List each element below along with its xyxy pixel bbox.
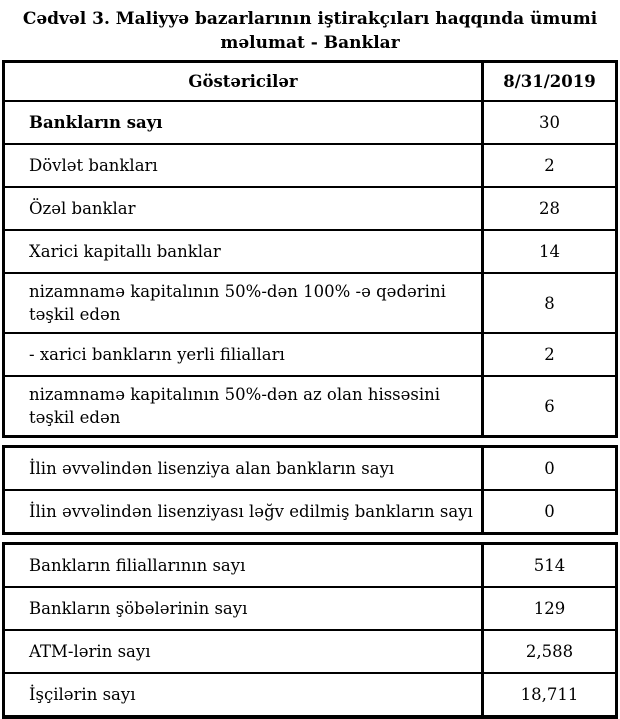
table-row xyxy=(5,448,615,489)
row-label: ATM-lərin sayı xyxy=(29,642,151,661)
table-row xyxy=(5,489,615,532)
table-row xyxy=(5,629,615,672)
table-title xyxy=(0,0,620,55)
row-value: 8 xyxy=(481,274,615,332)
row-value: 2 xyxy=(481,145,615,186)
row-label: Bankların şöbələrinin sayı xyxy=(29,599,248,618)
row-label: nizamnamə kapitalının 50%-dən 100% -ə qədərini təşkil edən xyxy=(29,282,446,324)
row-label: Bankların sayı xyxy=(29,113,163,132)
table-row xyxy=(5,375,615,435)
row-value: 30 xyxy=(481,102,615,143)
table-section-banks-structure xyxy=(2,60,618,438)
table-section-infrastructure xyxy=(2,542,618,719)
row-label: İşçilərin sayı xyxy=(29,685,136,704)
row-value: 6 xyxy=(481,377,615,435)
row-label: - xarici bankların yerli filialları xyxy=(29,345,285,364)
table-section-licenses xyxy=(2,445,618,535)
table-row xyxy=(5,545,615,586)
row-label: Özəl banklar xyxy=(29,199,136,218)
row-value: 514 xyxy=(481,545,615,586)
row-value: 14 xyxy=(481,231,615,272)
table-title-line-1: Cədvəl 3. Maliyyə bazarlarının iştirakçıları haqqında ümumi xyxy=(22,9,598,29)
row-value: 0 xyxy=(481,491,615,532)
row-label: Bankların filiallarının sayı xyxy=(29,556,246,575)
row-value: 2 xyxy=(481,334,615,375)
table-title-line-2: məlumat - Banklar xyxy=(220,33,400,53)
row-label: Xarici kapitallı banklar xyxy=(29,242,221,261)
row-label: nizamnamə kapitalının 50%-dən az olan hissəsini təşkil edən xyxy=(29,385,441,427)
table-header-row xyxy=(5,63,615,100)
table-row xyxy=(5,143,615,186)
row-value: 18,711 xyxy=(481,674,615,715)
row-label: İlin əvvəlindən lisenziya alan bankların sayı xyxy=(29,459,395,478)
table-row xyxy=(5,586,615,629)
row-value: 2,588 xyxy=(481,631,615,672)
column-header-date: 8/31/2019 xyxy=(481,63,615,100)
table-row xyxy=(5,186,615,229)
column-header-indicators: Göstəricilər xyxy=(188,72,298,91)
table-row xyxy=(5,229,615,272)
table-row xyxy=(5,272,615,332)
table-row xyxy=(5,332,615,375)
table-row xyxy=(5,100,615,143)
table-row xyxy=(5,672,615,715)
row-value: 0 xyxy=(481,448,615,489)
row-value: 28 xyxy=(481,188,615,229)
row-label: Dövlət bankları xyxy=(29,156,158,175)
banks-table xyxy=(2,60,618,719)
row-value: 129 xyxy=(481,588,615,629)
row-label: İlin əvvəlindən lisenziyası ləğv edilmiş bankların sayı xyxy=(29,502,473,521)
